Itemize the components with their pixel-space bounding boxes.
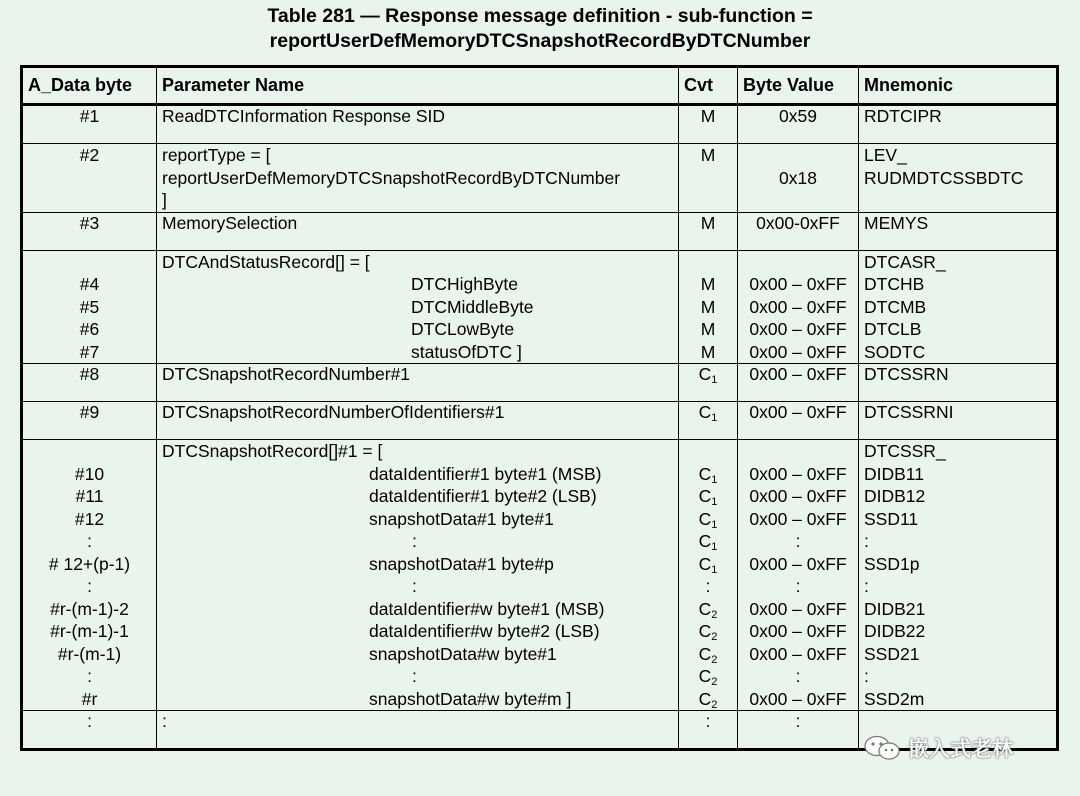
value-label: : [795, 666, 801, 686]
name-line: snapshotData#1 byte#1 [369, 508, 554, 529]
cell-name: ReadDTCInformation Response SID [157, 105, 679, 144]
cvt-line: : [705, 576, 711, 596]
cvt-subscript: 1 [711, 374, 718, 386]
wechat-icon [862, 734, 902, 762]
byte-label: #4 [79, 274, 100, 294]
cell-value [738, 440, 859, 711]
cvt-label: M [700, 145, 716, 165]
cell-name: : [157, 711, 679, 750]
mnemonic-line: SSD2m [864, 688, 925, 709]
cell-cvt [679, 250, 738, 364]
table-row [22, 212, 1058, 250]
table-title-line-1: Table 281 — Response message definition - sub-function = [267, 5, 813, 27]
name-line: ] [162, 190, 167, 210]
mnemonic-line: SODTC [864, 341, 926, 362]
cvt-line: $C_1$ [698, 531, 718, 553]
mnemonic-line: SSD1p [864, 553, 920, 574]
byte-label: #r-(m-1)-2 [50, 598, 129, 619]
cell-name [157, 144, 679, 213]
cell-byte: #8 [22, 364, 157, 402]
cell-mnemonic: DTCSSRN [859, 364, 1058, 402]
cell-byte [22, 144, 157, 213]
cell-value [738, 250, 859, 364]
cvt-label: C [698, 402, 712, 422]
cell-cvt: M [679, 212, 738, 250]
cell-value: 0x00 – 0xFF [738, 364, 859, 402]
value-label: 0x00 – 0xFF [749, 553, 847, 574]
byte-label: #6 [79, 319, 100, 339]
cell-cvt: M [679, 105, 738, 144]
cvt-line: $C_2$ [698, 688, 718, 711]
value-label: 0x00 – 0xFF [749, 296, 847, 317]
cell-mnemonic: DTCSSRNI [859, 402, 1058, 440]
table-row [22, 144, 1058, 213]
header-parameter-name: Parameter Name [157, 67, 679, 105]
cell-byte: #1 [22, 105, 157, 144]
table-row [22, 440, 1058, 711]
byte-label: #12 [74, 508, 105, 529]
mnemonic-line: DIDB22 [864, 621, 926, 641]
cvt-line: $C_1$ [698, 553, 718, 576]
name-line: reportUserDefMemoryDTCSnapshotRecordByDTCNumber [162, 167, 621, 188]
value-label: 0x00 – 0xFF [749, 486, 847, 506]
name-line: snapshotData#1 byte#p [369, 553, 554, 574]
cell-value [738, 144, 859, 213]
byte-label: #2 [79, 145, 100, 165]
cvt-line: $C_2$ [698, 598, 718, 621]
response-message-table [20, 65, 1059, 751]
name-line: DTCMiddleByte [411, 296, 534, 317]
value-label: 0x00 – 0xFF [749, 463, 847, 484]
name-line: dataIdentifier#w byte#1 (MSB) [369, 598, 605, 619]
value-label: 0x00 – 0xFF [749, 508, 847, 529]
value-label: 0x00 – 0xFF [749, 319, 847, 339]
table-row [22, 105, 1058, 144]
mnemonic-line: DIDB11 [864, 463, 924, 484]
mnemonic-line: DTCLB [864, 319, 922, 339]
mnemonic-line: : [864, 666, 869, 686]
name-line: : [412, 666, 417, 686]
mnemonic-line: DIDB21 [864, 598, 926, 619]
value-label: 0x00 – 0xFF [749, 598, 847, 619]
cell-mnemonic [859, 250, 1058, 364]
cvt-line: $C_2$ [698, 643, 718, 666]
name-line: snapshotData#w byte#m ] [369, 688, 572, 709]
name-line: dataIdentifier#1 byte#1 (MSB) [369, 463, 602, 484]
table-title-line-2: reportUserDefMemoryDTCSnapshotRecordByDTCNumber [269, 30, 811, 52]
cvt-label: C [698, 364, 712, 384]
cell-value: : [738, 711, 859, 750]
name-line: DTCSnapshotRecord[]#1 = [ [162, 441, 383, 461]
cvt-line: $C_1$ [698, 463, 718, 486]
name-line: dataIdentifier#1 byte#2 (LSB) [369, 486, 597, 506]
header-mnemonic: Mnemonic [859, 67, 1058, 105]
name-line: : [412, 576, 417, 596]
cell-cvt [679, 402, 738, 440]
table-row [22, 402, 1058, 440]
cvt-label: M [700, 341, 716, 362]
cvt-label: M [700, 319, 716, 339]
cell-name: MemorySelection [157, 212, 679, 250]
name-line: statusOfDTC ] [411, 341, 522, 362]
mnemonic-line: DTCASR_ [864, 251, 946, 272]
cell-byte [22, 250, 157, 364]
byte-label: #7 [79, 341, 100, 362]
byte-label: : [87, 531, 92, 551]
byte-label: : [87, 666, 92, 686]
cell-mnemonic [859, 144, 1058, 213]
name-line: dataIdentifier#w byte#2 (LSB) [369, 621, 600, 641]
cell-name [157, 440, 679, 711]
cell-name: DTCSnapshotRecordNumber#1 [157, 364, 679, 402]
value-label: 0x00 – 0xFF [749, 643, 847, 664]
value-label: 0x00 – 0xFF [749, 274, 847, 294]
cell-value: 0x59 [738, 105, 859, 144]
header-cvt: Cvt [679, 67, 738, 105]
value-label: 0x00 – 0xFF [749, 341, 847, 362]
cell-byte [22, 440, 157, 711]
byte-label: #r [81, 688, 98, 709]
mnemonic-line: : [864, 531, 869, 551]
cell-value: 0x00 – 0xFF [738, 402, 859, 440]
name-line: DTCLowByte [411, 319, 515, 339]
value-label: 0x00 – 0xFF [749, 688, 847, 709]
mnemonic-line: DTCSSR_ [864, 441, 946, 461]
value-label: 0x18 [779, 167, 817, 188]
mnemonic-line: DTCMB [864, 296, 927, 317]
watermark-text: 嵌入式老林 [908, 738, 1013, 761]
table-header-row [22, 67, 1058, 105]
table-row [22, 364, 1058, 402]
mnemonic-line: DIDB12 [864, 486, 926, 506]
header-byte-value: Byte Value [738, 67, 859, 105]
byte-label: : [87, 576, 92, 596]
watermark [862, 733, 1013, 763]
byte-label: #5 [79, 296, 100, 317]
cvt-subscript: 1 [711, 412, 718, 424]
cell-name [157, 250, 679, 364]
value-label: : [795, 576, 801, 596]
cell-byte: #3 [22, 212, 157, 250]
cell-mnemonic [859, 440, 1058, 711]
byte-label: #r-(m-1)-1 [50, 621, 129, 641]
mnemonic-line: SSD21 [864, 643, 920, 664]
mnemonic-line: RUDMDTCSSBDTC [864, 167, 1024, 188]
cell-cvt [679, 440, 738, 711]
byte-label: #r-(m-1) [57, 643, 122, 664]
cvt-line: $C_1$ [698, 486, 718, 508]
cell-name: DTCSnapshotRecordNumberOfIdentifiers#1 [157, 402, 679, 440]
header-a-data-byte: A_Data byte [22, 67, 157, 105]
cvt-label: M [700, 274, 716, 294]
cvt-line: $C_1$ [698, 508, 718, 531]
cell-byte: #9 [22, 402, 157, 440]
cell-cvt [679, 364, 738, 402]
cell-mnemonic: RDTCIPR [859, 105, 1058, 144]
name-line: reportType = [ [162, 145, 271, 165]
cell-cvt: : [679, 711, 738, 750]
mnemonic-line: SSD11 [864, 508, 919, 529]
cvt-label: M [700, 296, 716, 317]
mnemonic-line: DTCHB [864, 274, 925, 294]
value-label: 0x00 – 0xFF [749, 621, 847, 641]
cell-cvt [679, 144, 738, 213]
mnemonic-line: : [864, 576, 869, 596]
cell-mnemonic: MEMYS [859, 212, 1058, 250]
cell-byte: : [22, 711, 157, 750]
value-label: : [795, 531, 801, 551]
table-title [0, 4, 1080, 54]
byte-label: # 12+(p-1) [48, 553, 131, 574]
byte-label: #11 [75, 486, 104, 506]
cvt-line: $C_2$ [698, 666, 718, 688]
name-line: : [412, 531, 417, 551]
cell-value: 0x00-0xFF [738, 212, 859, 250]
name-line: DTCAndStatusRecord[] = [ [162, 251, 370, 272]
name-line: snapshotData#w byte#1 [369, 643, 557, 664]
table-row [22, 250, 1058, 364]
name-line: DTCHighByte [411, 274, 518, 294]
mnemonic-line: LEV_ [864, 145, 907, 165]
cvt-line: $C_2$ [698, 621, 718, 643]
byte-label: #10 [74, 463, 105, 484]
